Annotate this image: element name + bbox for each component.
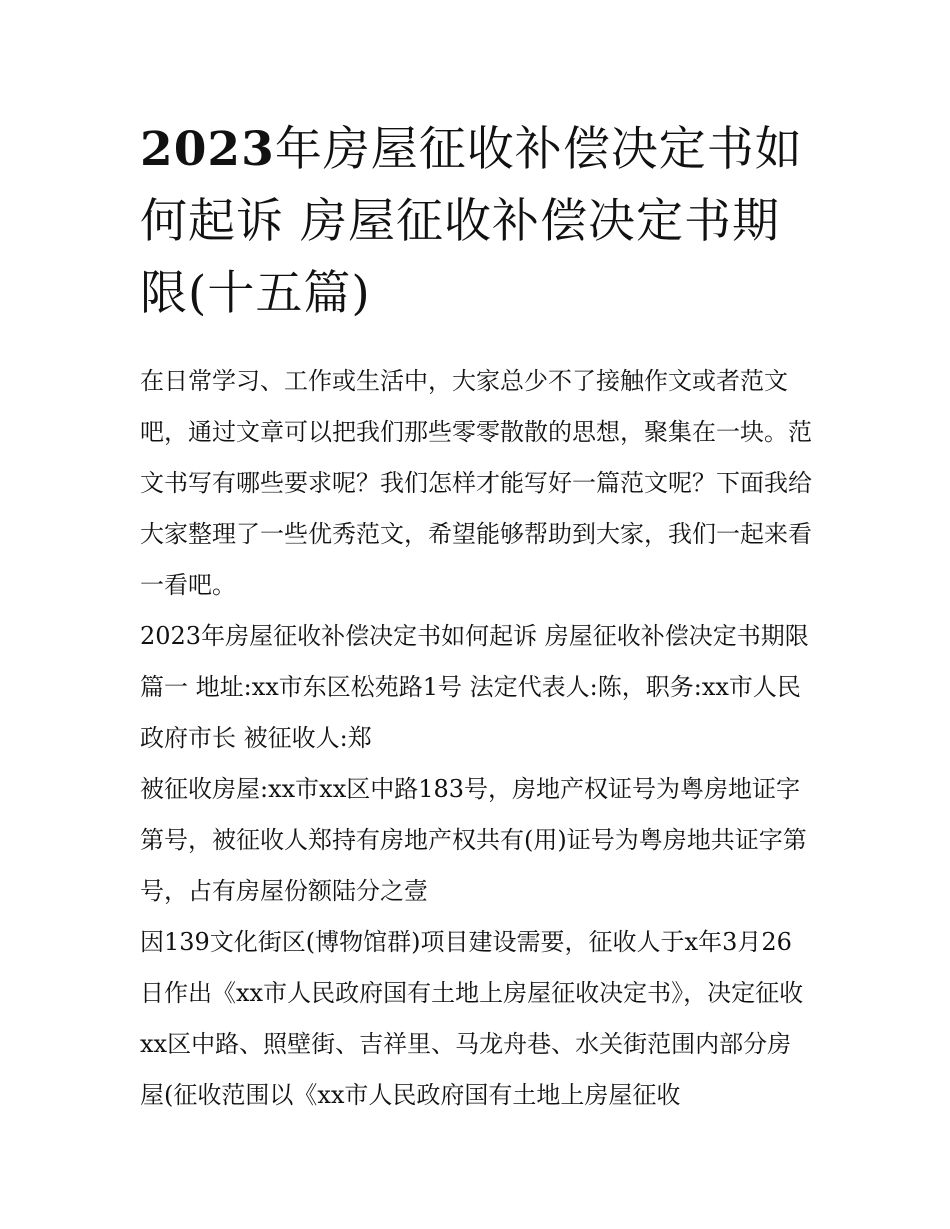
document-title [140,114,820,330]
document-body [140,356,815,1121]
paragraph-1: 2023年房屋征收补偿决定书如何起诉 房屋征收补偿决定书期限篇一 地址:xx市东区松苑路1号 法定代表人:陈，职务:xx市人民政府市长 被征收人:郑 [140,622,809,752]
title-year: 2023 [140,122,275,177]
paragraph-2: 被征收房屋:xx市xx区中路183号，房地产权证号为粤房地证字第号，被征收人郑持有房地产权共有(用)证号为粤房地共证字第号，占有房屋份额陆分之壹 [140,775,807,905]
paragraph-3: 因139文化街区(博物馆群)项目建设需要，征收人于x年3月26日作出《xx市人民政府国有土地上房屋征收决定书》，决定征收xx区中路、照壁街、吉祥里、马龙舟巷、水关街范围内部分房屋(征收范围以《xx市人民政府国有土地上房屋征收 [140,928,804,1109]
title-text: 年房屋征收补偿决定书如何起诉 房屋征收补偿决定书期限(十五篇) [140,122,803,321]
intro-paragraph: 在日常学习、工作或生活中，大家总少不了接触作文或者范文吧，通过文章可以把我们那些零零散散的思想，聚集在一块。范文书写有哪些要求呢？我们怎样才能写好一篇范文呢？下面我给大家整理了一些优秀范文，希望能够帮助到大家，我们一起来看一看吧。 [140,367,812,599]
